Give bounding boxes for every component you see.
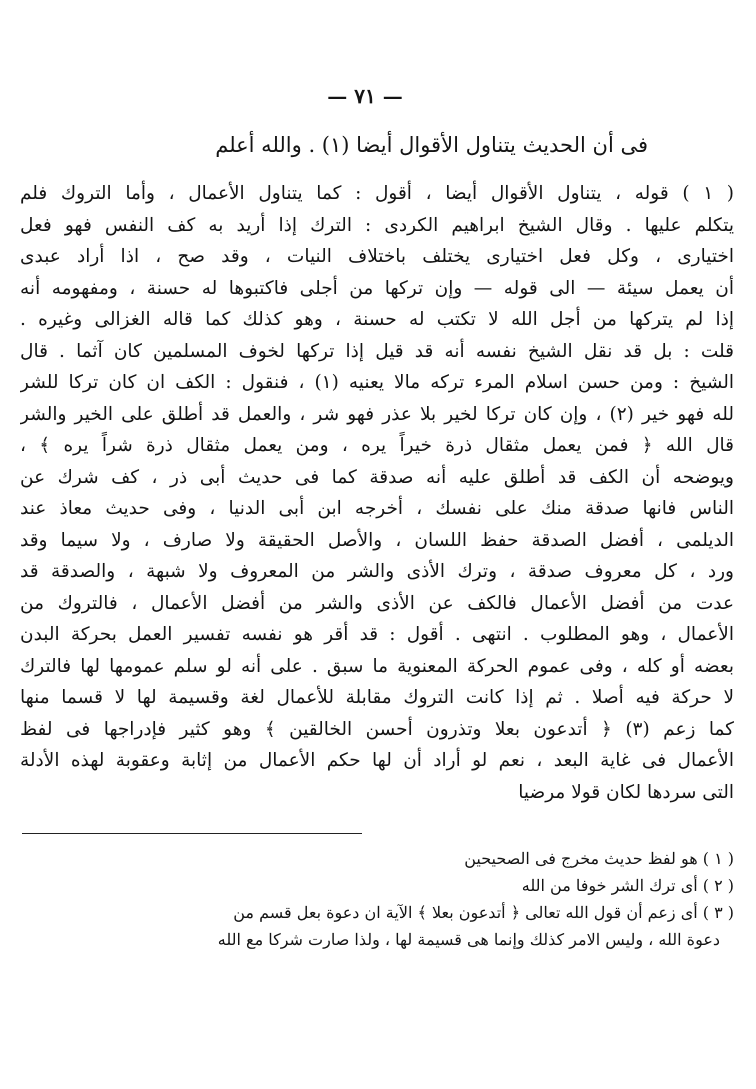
- commentary-line: التى سردها لكان قولا مرضيا: [518, 781, 734, 803]
- commentary-line: الأعمال فى غاية البعد ، نعم لو أراد أن لها حكم الأعمال من إثابة وعقوبة لهذه الأدلة: [20, 750, 734, 771]
- footnote: ( ١ ) هو لفظ حديث مخرج فى الصحيحين: [464, 849, 734, 868]
- commentary-line: ورد ، كل معروف صدقة ، وترك الأذى والشر من المعروف ولا شبهة ، والصدقة قد: [20, 561, 734, 582]
- commentary-line: الأعمال ، وهو المطلوب . انتهى . أقول : قد أقر هو نفسه تفسير العمل بحركة البدن: [20, 624, 734, 645]
- commentary-block: [20, 178, 734, 808]
- commentary-line: إذا لم يتركها من أجل الله لا تكتب له حسنة ، وهو كذلك كما قاله الغزالى وغيره .: [20, 309, 734, 330]
- commentary-line: يتكلم عليها . وقال الشيخ ابراهيم الكردى : الترك إذا أريد به كف النفس فهو فعل: [20, 214, 734, 236]
- commentary-line: قلت : بل قد نقل الشيخ نفسه أنه قد قيل إذا تركها لخوف المسلمين كان آثما . قال: [20, 340, 734, 362]
- commentary-line: أن يعمل سيئة — الى قوله — وإن تركها من أجلى فاكتبوها له حسنة ، ومفهومه أنه: [20, 277, 734, 299]
- commentary-line: كما زعم (٣) ﴿ أتدعون بعلا وتذرون أحسن الخالقين ﴾ وهو كثير فإدراجها فى لفظ: [20, 718, 734, 740]
- commentary-line: عدت من أفضل الأعمال فالكف عن الأذى والشر من أفضل الأعمال ، فالتروك من: [20, 592, 734, 614]
- footnote: ( ٣ ) أى زعم أن قول الله تعالى ﴿ أتدعون بعلا ﴾ الآية ان دعوة بعل قسم من: [233, 903, 734, 922]
- main-text-line: فى أن الحديث يتناول الأقوال أيضا (١) . والله أعلم: [215, 133, 648, 157]
- commentary-line: الديلمى ، أفضل الصدقة حفظ اللسان ، والأصل الحقيقة ولا صارف ، ولا سيما وقد: [20, 529, 734, 551]
- footnotes-block: [20, 845, 734, 953]
- commentary-line: لا حركة فيه أصلا . ثم إذا كانت التروك مقابلة للأعمال لغة وقسيمة لها لا قسما منها: [20, 687, 734, 708]
- commentary-line: قال الله ﴿ فمن يعمل مثقال ذرة خيراً يره ، ومن يعمل مثقال ذرة شراً يره ﴾ ،: [20, 435, 734, 456]
- commentary-line: بعضه أو كله ، وفى عموم الحركة المعنوية ما سبق . على أنه لو سلم عمومها لها فالترك: [20, 655, 734, 677]
- commentary-line: ويوضحه أن الكف قد أطلق عليه أنه صدقة كما فى حديث أبى ذر ، كف شرك عن: [20, 466, 734, 488]
- commentary-line: الناس فانها صدقة منك على نفسك ، أخرجه ابن أبى الدنيا ، وفى حديث معاذ عند: [20, 498, 734, 519]
- commentary-line: الشيخ : ومن حسن اسلام المرء تركه مالا يعنيه (١) ، فنقول : الكف ان كان تركا للشر: [20, 372, 734, 393]
- commentary-line: اختيارى ، وكل فعل اختيارى يختلف باختلاف النيات ، وقد صح ، اذا أراد عبدى: [20, 246, 734, 267]
- footnote-separator: [22, 833, 362, 834]
- footnote-continuation: دعوة الله ، وليس الامر كذلك وإنما هى قسيمة لها ، ولذا صارت شركا مع الله: [217, 930, 720, 949]
- commentary-line: ( ١ ) قوله ، يتناول الأقوال أيضا ، أقول : كما يتناول الأعمال ، وأما التروك فلم: [20, 183, 734, 204]
- commentary-line: لله فهو خير (٢) ، وإن كان تركا لخير بلا عذر فهو شر ، والعمل قد أطلق على الخير والشر: [20, 403, 734, 425]
- footnote: ( ٢ ) أى ترك الشر خوفا من الله: [521, 876, 734, 895]
- page-number: — ٧١ —: [327, 84, 403, 108]
